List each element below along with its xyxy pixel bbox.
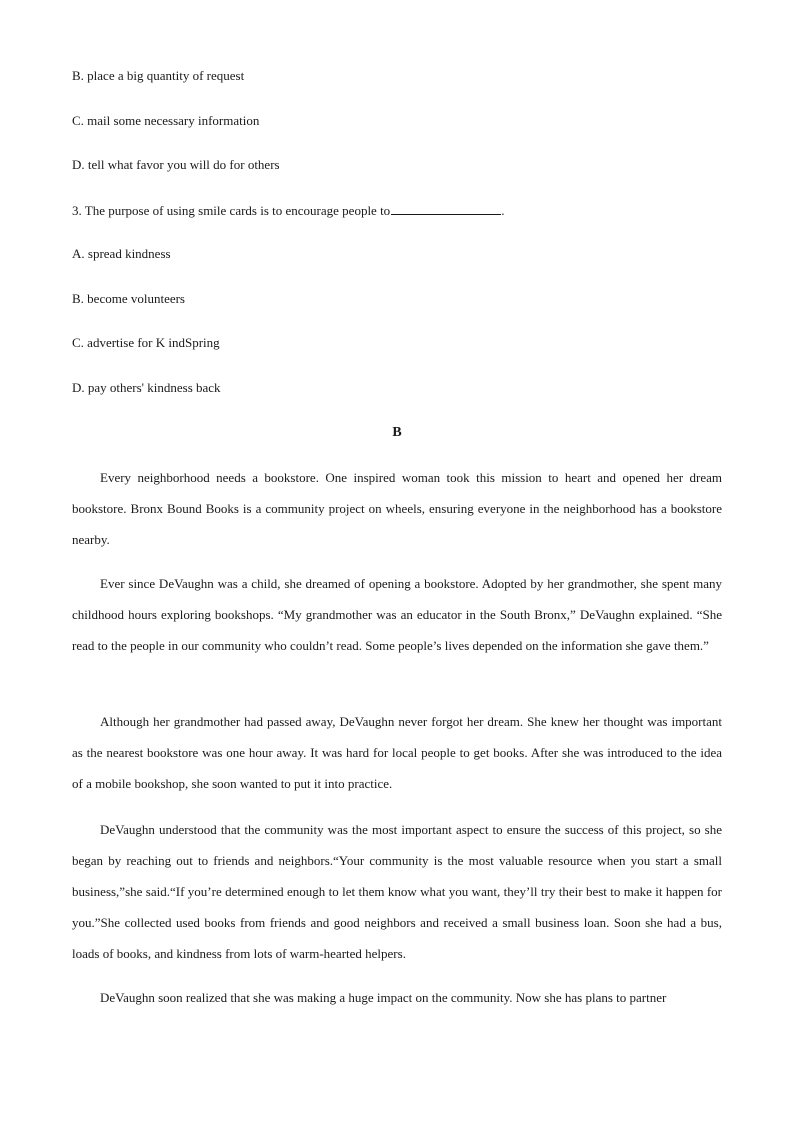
answer-blank — [391, 202, 501, 215]
paragraph-2: Ever since DeVaughn was a child, she dreamed of opening a bookstore. Adopted by her grandmother, she spent many childhood hours exploring bookshops. “My grandmother was an educator in the South Bronx,” DeVaughn explained. “She read to the people in our community who couldn’t read. Some people’s lives depended on the information she gave them.” — [72, 576, 722, 653]
q2-option-b: B. place a big quantity of request — [72, 68, 245, 83]
paragraph-5: DeVaughn soon realized that she was making a huge impact on the community. Now she has plans to partner — [100, 990, 667, 1005]
q3-option-c: C. advertise for K indSpring — [72, 335, 220, 350]
section-title: B — [392, 425, 402, 440]
q3-option-a: A. spread kindness — [72, 246, 171, 261]
q3-stem: 3. The purpose of using smile cards is to encourage people to — [72, 203, 391, 218]
q2-option-d: D. tell what favor you will do for others — [72, 157, 280, 172]
q3-stem-end: . — [501, 203, 505, 218]
q3-option-b: B. become volunteers — [72, 291, 185, 306]
q3-option-d: D. pay others' kindness back — [72, 380, 221, 395]
q3-stem-line — [72, 202, 504, 219]
paragraph-1: Every neighborhood needs a bookstore. One inspired woman took this mission to heart and opened her dream bookstore. Bronx Bound Books is a community project on wheels, ensuring everyone in the neighborhood has a bookstore nearby. — [72, 470, 722, 547]
paragraph-4: DeVaughn understood that the community was the most important aspect to ensure the success of this project, so she began by reaching out to friends and neighbors.“Your community is the most valuable resource when you start a small business,”she said.“If you’re determined enough to let them know what you want, they’ll try their best to make it happen for you.”She collected used books from friends and good neighbors and received a small business loan. Soon she had a bus, loads of books, and kindness from lots of warm-hearted helpers. — [72, 822, 722, 961]
q2-option-c: C. mail some necessary information — [72, 113, 260, 128]
paragraph-3: Although her grandmother had passed away, DeVaughn never forgot her dream. She knew her thought was important as the nearest bookstore was one hour away. It was hard for local people to get books. After she was introduced to the idea of a mobile bookshop, she soon wanted to put it into practice. — [72, 714, 722, 791]
